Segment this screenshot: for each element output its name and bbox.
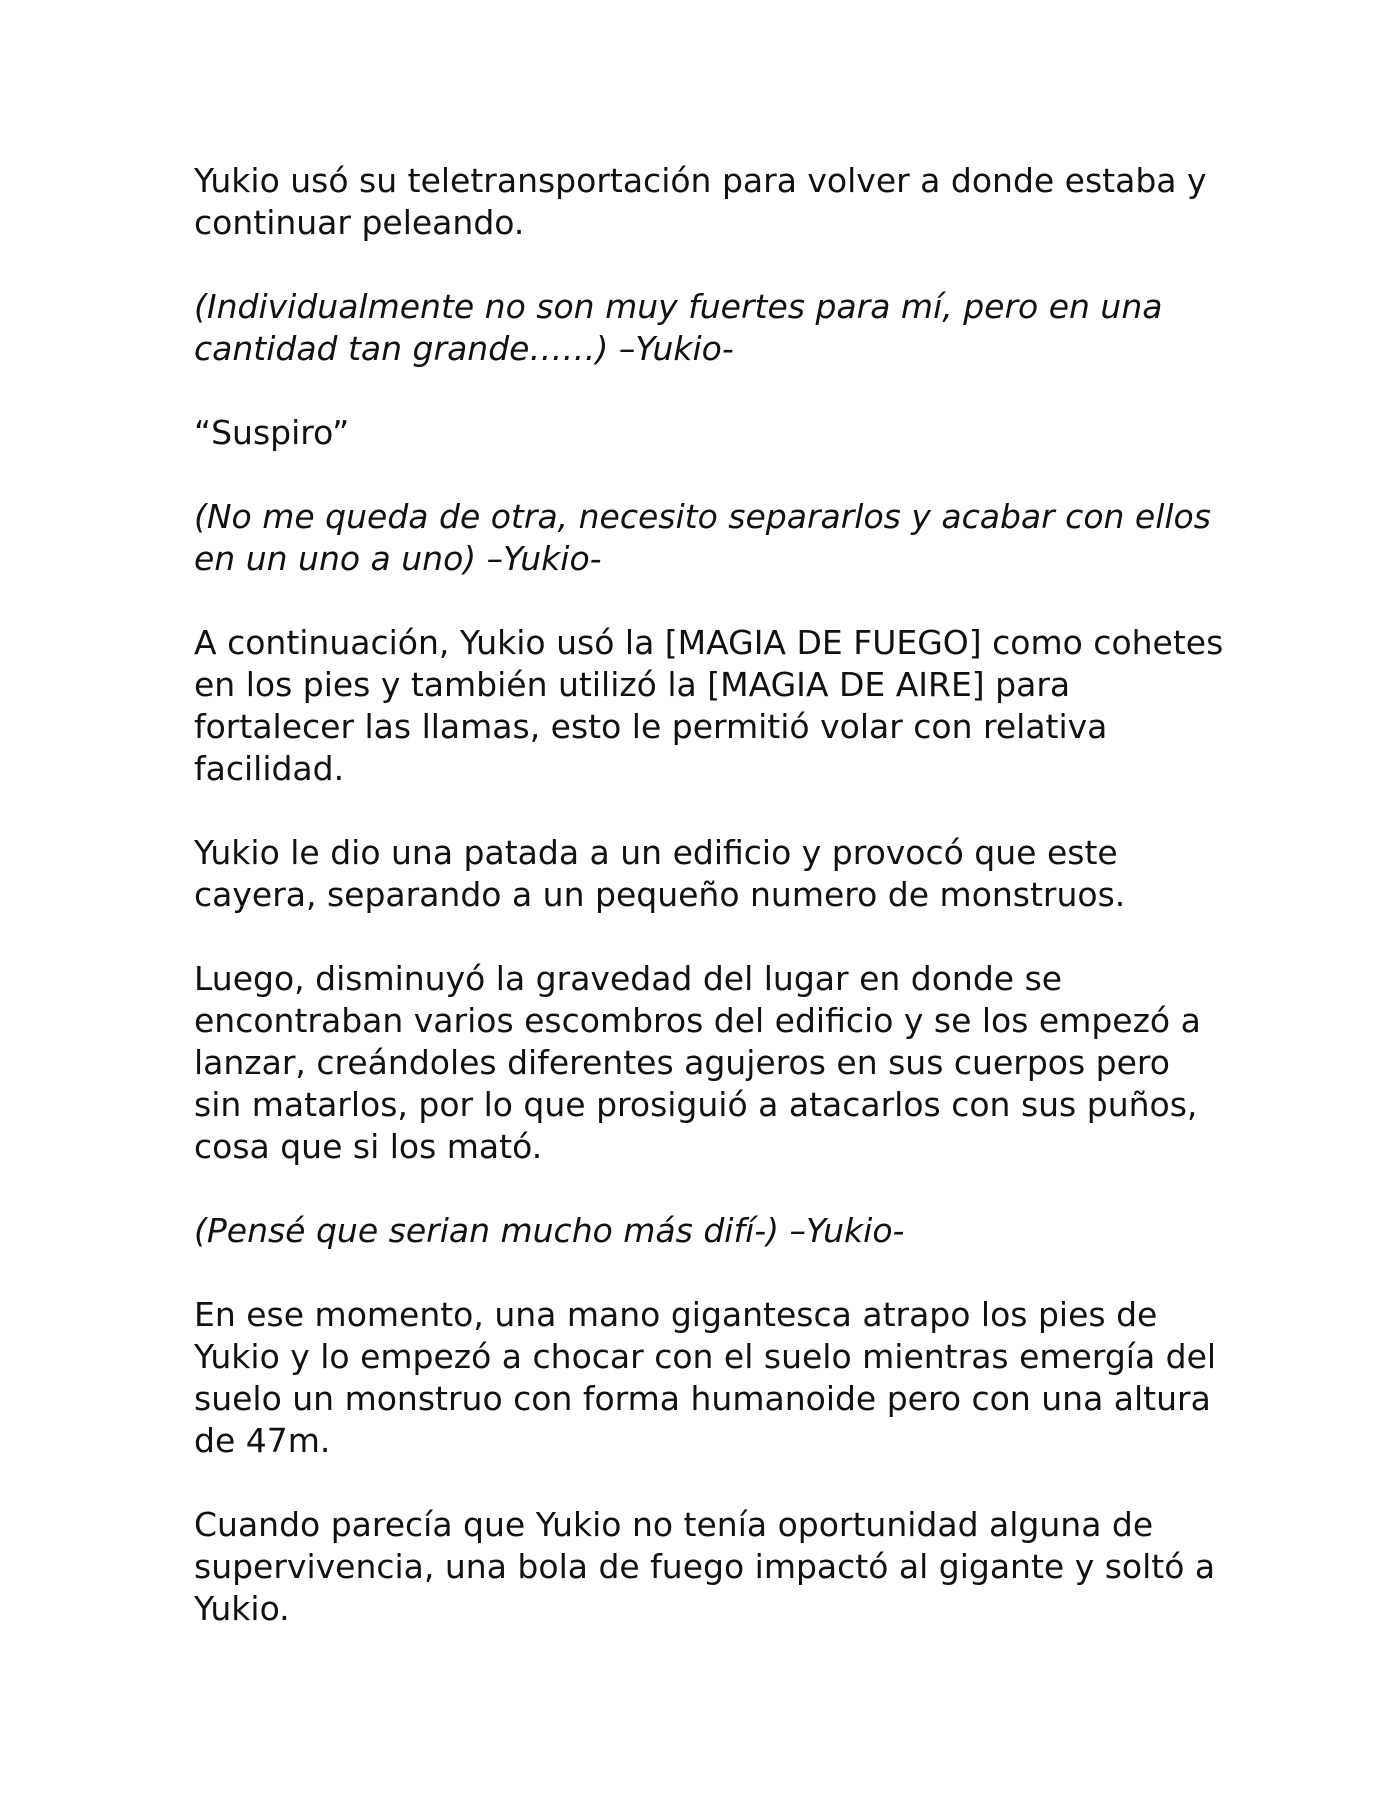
paragraph-thought-difficult: (Pensé que serian mucho más difí-) –Yukio- [194,1211,905,1250]
paragraph-teleport: Yukio usó su teletransportación para volver a donde estaba y continuar peleando. [194,161,1207,242]
document-page [194,160,1224,1672]
paragraph-kick-building: Yukio le dio una patada a un edificio y provocó que este cayera, separando a un pequeño numero de monstruos. [194,833,1126,914]
paragraph-fire-magic: A continuación, Yukio usó la [MAGIA DE FUEGO] como cohetes en los pies y también utilizó la [MAGIA DE AIRE] para fortalecer las llamas, esto le permitió volar con relativa facilidad. [194,623,1224,788]
paragraph-fireball: Cuando parecía que Yukio no tenía oportunidad alguna de supervivencia, una bola de fuego impactó al gigante y soltó a Yukio. [194,1505,1216,1628]
paragraph-gravity: Luego, disminuyó la gravedad del lugar en donde se encontraban varios escombros del edificio y se los empezó a lanzar, creándoles diferentes agujeros en sus cuerpos pero sin matarlos, por lo que prosiguió a atacarlos con sus puños, cosa que si los mató. [194,959,1201,1166]
paragraph-thought-separate: (No me queda de otra, necesito separarlos y acabar con ellos en un uno a uno) –Yukio- [194,497,1211,578]
paragraph-giant-hand: En ese momento, una mano gigantesca atrapo los pies de Yukio y lo empezó a chocar con el suelo mientras emergía del suelo un monstruo con forma humanoide pero con una altura de 47m. [194,1295,1217,1460]
paragraph-thought-individually: (Individualmente no son muy fuertes para mí, pero en una cantidad tan grande……) –Yukio- [194,287,1163,368]
paragraph-sigh: “Suspiro” [194,413,350,452]
